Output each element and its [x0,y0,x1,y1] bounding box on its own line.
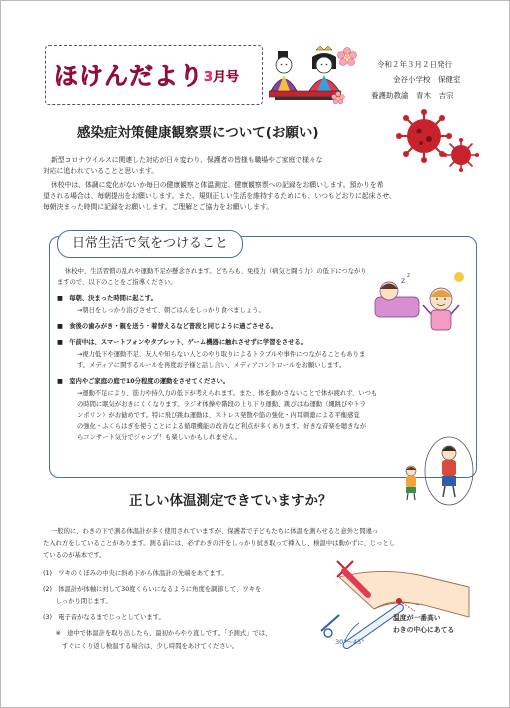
section3-heading: 正しい体温測定できていますか？ [129,493,332,509]
section3-line-1: 一般的に、わきの下で測る体温計が多く使用されていますが、保護者で子どもたちに体温を測らせると意外と間違っ [51,528,379,535]
section2-intro-2: ますので、以下のことをご指導ください。 [57,279,177,286]
diagram-label-highest: 温度が一番高い [393,614,441,622]
item1-title: ■ 毎朝、決まった時間に起こす。 [57,295,157,302]
plum-flower-small-icon [331,91,345,105]
diagram-label-center: わきの中心にあてる [393,626,455,634]
item4-line-3: ンポリン）がお勧めです。特に飛び跳ね運動は、ストレス発散や筋の強化・内耳刺激による平衡感覚 [77,412,360,419]
section2-heading: 日常生活で気をつけること [57,230,243,258]
item3-line-2: す。メディアに関するルールを再度お子様と話し合い、メディアコントロールをお願いします。 [77,362,346,369]
item4-title: ■ 室内やご家庭の庭で10分程度の運動をさせてください。 [57,378,230,385]
item4-line-1: →運動不足により、筋力や持久力の低下が考えられます。また、体を動かさないことで体が疲れず、いつも [77,390,378,397]
item3-line-1: →視力低下や運動不足、友人や知らない人とのやり取りによるトラブルや事件につながることもありま [77,351,366,358]
item1-line-1: →朝日をしっかり浴びさせて、朝ごはんをしっかり食べましょう。 [77,307,265,314]
note-line-1: ※ 途中で体温計を取り出したら、最初からやり直しです。「予測式」では、 [43,630,272,637]
section1-line-5: 毎朝決まった時間に記録をお願いします。ご理解とご協力をお願いします。 [43,203,274,211]
section3-line-2: た入れ方をしていることがあります。測る前には、必ずわきの汗をしっかり拭き取って挿入し、検温中は動かずに、じっとし [43,540,396,547]
school-name: 金谷小学校 保健室 [393,75,461,84]
item4-line-4: の強化・ふくらはぎを使うことによる循環機能の改善など利点が多くあります。好きな音楽を聴きなが [77,423,367,430]
section1-heading: 感染症対策健康観察票について(お願い) [77,125,319,141]
section1-line-1: 新型コロナウイルスに関連した対応が日々変わり、保護者の皆様も職場やご家庭で様々な [51,156,323,164]
note-line-2: すぐにくり返し検温する場合は、少し時間をあけてください。 [43,643,239,650]
step1: (1) ワキのくぼみの中央に斜め下から体温計の先端をあてます。 [43,570,228,577]
section2-intro-1: 休校中、生活習慣の乱れや運動不足が懸念されます。どちらも、免疫力（病気と闘う力）の低下につながり [65,268,367,275]
step2: (2) 体温計が体軸に対して30度くらいになるように角度を調節して、ワキを [43,586,262,593]
children-waking-illustration [371,269,467,341]
svg-text:z: z [401,276,406,285]
svg-text:z: z [407,272,411,279]
thermometer-diagram [319,557,479,649]
step2-cont: しっかり閉じます。 [43,598,112,605]
newsletter-title: ほけんだより [54,62,204,90]
item4-line-5: らコンサート気分でジャンプ！も楽しいかもしれません。 [77,434,241,441]
jumping-child-small-illustration [399,464,423,502]
step3: (3) 電子音がなるまでじっとしています。 [43,614,165,621]
virus-icon-small [441,137,481,173]
section3-line-3: ているのが基本です。 [43,552,106,559]
item2-title: ■ 食後の歯みがき・親を送う・着替えるなど普段と同じように過ごさせる。 [57,323,278,330]
diagram-angle-label: 30°〜45° [335,638,365,646]
item3-title: ■ 午前中は、スマートフォンやタブレット、ゲーム機器に触れさせずに学習をさせる。 [57,339,308,346]
teacher-name: 養護助教諭 青木 吉宗 [371,91,454,100]
newsletter-month: 3月号 [204,70,240,85]
plum-flower-icon [337,47,357,67]
jump-rope-illustration [421,431,477,509]
section1-line-2: 対応に追われていることと思います。 [43,167,159,175]
item4-line-2: の時間に眠気がおきにくくなります。ラジオ体操や階段の上り下り運動、跳びはね運動（縄跳びやトラ [77,401,367,408]
section1-line-3: 休校中は、体調に変化がないか毎日の健康観察と体温測定、健康観察票への記録をお願いします。預かりを希 [51,181,384,189]
issue-date: 令和２年３月２日発行 [377,60,452,69]
section1-line-4: 望される場合は、毎朝提出をお願いします。また、規則正しい生活を維持するためにも、いつもどおりに起床させ、 [43,192,396,200]
